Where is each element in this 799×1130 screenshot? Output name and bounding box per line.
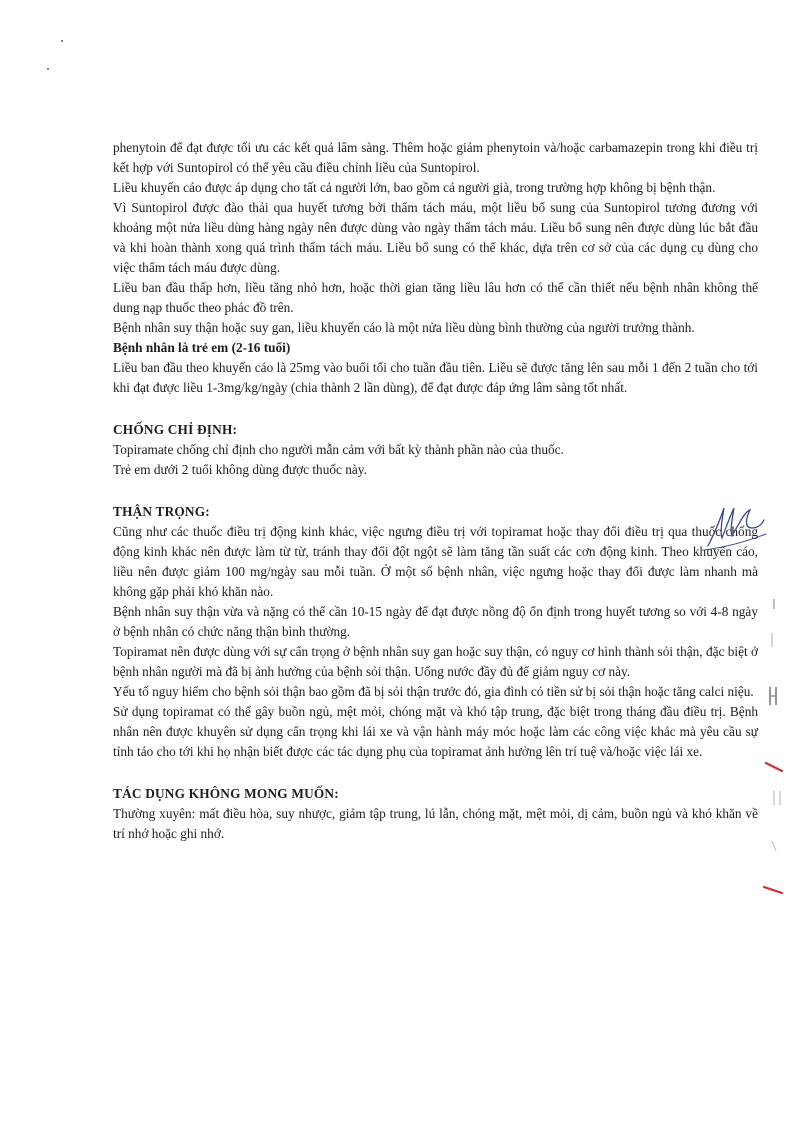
paragraph: Bệnh nhân suy thận vừa và nặng có thể cần 10-15 ngày để đạt được nồng độ ổn định trong huyết tương so với 4-8 ngày ở bệnh nhân có chức năng thận bình thường.: [113, 604, 758, 639]
scan-speck: [61, 40, 63, 42]
paragraph: Cũng như các thuốc điều trị động kinh khác, việc ngưng điều trị với topiramat hoặc thay đổi điều trị qua thuốc chống động kinh khác nên được làm từ từ, tránh thay đổi đột ngột sẽ làm tăng tần suất các cơn động kinh. Theo khuyến cáo, liều nên được giảm 100 mg/ngày sau mỗi tuần. Ở một số bệnh nhân, việc ngưng hoặc thay đổi được làm nhanh mà không gặp phải khó khăn nào.: [113, 524, 758, 599]
contraindications-title: CHỐNG CHỈ ĐỊNH:: [113, 422, 238, 437]
margin-marks-icon: [760, 595, 790, 915]
paragraph: Liều ban đầu thấp hơn, liều tăng nhỏ hơn, hoặc thời gian tăng liều lâu hơn có thể cần thiết nếu bệnh nhân không thể dung nạp thuốc theo phác đồ trên.: [113, 280, 758, 315]
scan-speck: [47, 68, 49, 70]
paragraph: Sử dụng topiramat có thể gây buồn ngủ, mệt mỏi, chóng mặt và khó tập trung, đặc biệt trong tháng đầu điều trị. Bệnh nhân nên được khuyên sử dụng cẩn trọng khi lái xe và vận hành máy móc hoặc làm các công việc khác mà yêu cầu sự tỉnh táo cho tới khi họ nhận biết được các tác dụng phụ của topiramat ảnh hưởng lên trí tuệ và/hoặc việc lái xe.: [113, 704, 758, 759]
paragraph: Bệnh nhân suy thận hoặc suy gan, liều khuyến cáo là một nửa liều dùng bình thường của người trưởng thành.: [113, 320, 695, 335]
paragraph: Trẻ em dưới 2 tuổi không dùng được thuốc này.: [113, 462, 367, 477]
adverse-effects-title: TÁC DỤNG KHÔNG MONG MUỐN:: [113, 786, 339, 801]
precautions-title: THẬN TRỌNG:: [113, 504, 210, 519]
paragraph: Vì Suntopirol được đào thải qua huyết tương bởi thẩm tách máu, một liều bổ sung của Suntopirol tương đương với khoảng một nửa liều dùng hàng ngày nên được dùng vào ngày thẩm tách máu. Liều bổ sung nên được dùng lúc bắt đầu và khi hoàn thành xong quá trình thẩm tách máu. Liều bổ sung có thể khác, dựa trên cơ sở của các dụng cụ dùng cho việc thẩm tách máu được dùng.: [113, 200, 758, 275]
children-heading: Bệnh nhân là trẻ em (2-16 tuổi): [113, 340, 291, 355]
document-body: [113, 138, 758, 844]
paragraph: Liều ban đầu theo khuyến cáo là 25mg vào buổi tối cho tuần đầu tiên. Liều sẽ được tăng lên sau mỗi 1 đến 2 tuần cho tới khi đạt được liều 1-3mg/kg/ngày (chia thành 2 lần dùng), để đạt được đáp ứng lâm sàng tốt nhất.: [113, 360, 758, 395]
paragraph: Yếu tố nguy hiểm cho bệnh sỏi thận bao gồm đã bị sỏi thận trước đó, gia đình có tiền sử bị sỏi thận hoặc tăng calci niệu.: [113, 684, 754, 699]
paragraph: Topiramate chống chỉ định cho người mẫn cảm với bất kỳ thành phần nào của thuốc.: [113, 442, 564, 457]
paragraph: Topiramat nên được dùng với sự cẩn trọng ở bệnh nhân suy gan hoặc suy thận, có nguy cơ hình thành sỏi thận, đặc biệt ở bệnh nhân người mà đã bị ảnh hưởng của bệnh sỏi thận. Uống nước đầy đủ để giảm nguy cơ này.: [113, 644, 759, 679]
paragraph: Liều khuyến cáo được áp dụng cho tất cả người lớn, bao gồm cả người già, trong trường hợp không bị bệnh thận.: [113, 180, 716, 195]
paragraph: phenytoin để đạt được tối ưu các kết quả lâm sàng. Thêm hoặc giảm phenytoin và/hoặc carbamazepin trong khi điều trị kết hợp với Suntopirol có thể yêu cầu điều chỉnh liều của Suntopirol.: [113, 140, 758, 175]
signature-icon: [700, 498, 770, 558]
paragraph: Thường xuyên: mất điều hòa, suy nhược, giảm tập trung, lú lẫn, chóng mặt, mệt mỏi, dị cảm, buồn ngủ và khó khăn về trí nhớ hoặc ghi nhớ.: [113, 806, 758, 841]
